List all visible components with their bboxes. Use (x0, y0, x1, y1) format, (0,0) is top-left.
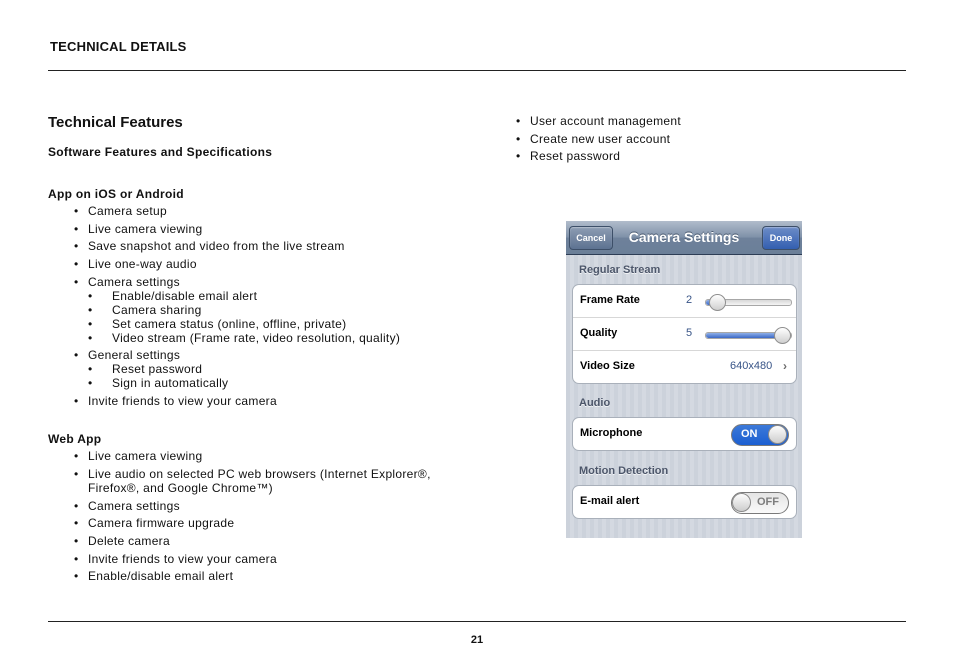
quality-slider[interactable] (705, 332, 792, 339)
nav-title: Camera Settings (628, 229, 740, 245)
camera-settings-sublist (88, 289, 478, 345)
page-number: 21 (470, 634, 484, 646)
audio-header: Audio (579, 397, 611, 409)
microphone-label: Microphone (580, 427, 643, 439)
email-alert-toggle[interactable] (731, 492, 789, 514)
list-item: • Live camera viewing (48, 222, 478, 236)
frame-rate-value: 2 (686, 294, 693, 306)
list-item: • Camera settings (48, 499, 478, 513)
list-item: • User account management (490, 114, 790, 128)
camera-settings-screenshot (566, 221, 802, 538)
list-item: • Camera firmware upgrade (48, 516, 478, 530)
header-rule (48, 70, 906, 71)
microphone-toggle-state: ON (741, 428, 758, 440)
toggle-knob (732, 493, 751, 512)
email-alert-row (573, 486, 796, 518)
quality-row (573, 318, 796, 351)
frame-rate-slider[interactable] (705, 299, 792, 306)
microphone-toggle[interactable] (731, 424, 789, 446)
list-item: • Enable/disable email alert (88, 289, 478, 303)
web-feature-list (48, 449, 478, 583)
email-alert-label: E-mail alert (580, 495, 640, 507)
right-column (490, 114, 790, 167)
toggle-knob (768, 425, 787, 444)
app-heading: App on iOS or Android (48, 187, 184, 201)
list-item: • Set camera status (online, offline, private) (88, 317, 478, 331)
footer-rule (48, 621, 906, 622)
quality-slider-fill (706, 333, 783, 338)
video-size-row[interactable] (573, 351, 796, 383)
motion-detection-group (572, 485, 797, 519)
list-item: • Camera setup (48, 204, 478, 218)
done-button[interactable]: Done (762, 226, 800, 250)
section-subtitle: Software Features and Specifications (48, 145, 273, 159)
list-item: • Video stream (Frame rate, video resolution, quality) (88, 331, 478, 345)
left-column (48, 113, 478, 587)
frame-rate-label: Frame Rate (580, 294, 640, 306)
email-alert-toggle-state: OFF (757, 496, 779, 508)
frame-rate-slider-knob[interactable] (709, 294, 726, 311)
list-item: • Enable/disable email alert (48, 569, 478, 583)
navigation-bar (566, 221, 802, 255)
regular-stream-header: Regular Stream (579, 264, 661, 276)
general-settings-sublist (88, 362, 478, 390)
list-item: • Camera sharing (88, 303, 478, 317)
list-item: • Sign in automatically (88, 376, 478, 390)
quality-slider-knob[interactable] (774, 327, 791, 344)
quality-label: Quality (580, 327, 618, 339)
list-item: • Invite friends to view your camera (48, 394, 478, 408)
list-item: • Camera settings • Enable/disable email alert • Camera sharing • Set camera status (online, offline, private) • Video stream (Frame rate, video resolution, quality) (48, 275, 478, 345)
chevron-right-icon: › (783, 359, 787, 373)
account-feature-list (490, 114, 790, 163)
list-item: • Save snapshot and video from the live stream (48, 239, 478, 253)
regular-stream-group (572, 284, 797, 384)
cancel-button[interactable]: Cancel (569, 226, 613, 250)
web-app-heading: Web App (48, 432, 102, 447)
quality-value: 5 (686, 327, 693, 339)
frame-rate-row (573, 285, 796, 318)
list-item: • Reset password (88, 362, 478, 376)
list-item: • Delete camera (48, 534, 478, 548)
list-item: • Live audio on selected PC web browsers (Internet Explorer®, Firefox®, and Google Chrome™) (48, 467, 478, 495)
microphone-row (573, 418, 796, 450)
audio-group (572, 417, 797, 451)
list-item: • Live one-way audio (48, 257, 478, 271)
list-item: • Live camera viewing (48, 449, 478, 463)
header-title: TECHNICAL DETAILS (50, 39, 187, 54)
app-feature-list (48, 204, 478, 408)
list-item: • General settings • Reset password • Sign in automatically (48, 348, 478, 390)
motion-detection-header: Motion Detection (579, 465, 669, 477)
list-item: • Create new user account (490, 132, 790, 146)
list-item: • Reset password (490, 149, 790, 163)
list-item: • Invite friends to view your camera (48, 552, 478, 566)
section-title: Technical Features (48, 114, 183, 131)
video-size-label: Video Size (580, 360, 635, 372)
video-size-value: 640x480 (730, 360, 773, 372)
